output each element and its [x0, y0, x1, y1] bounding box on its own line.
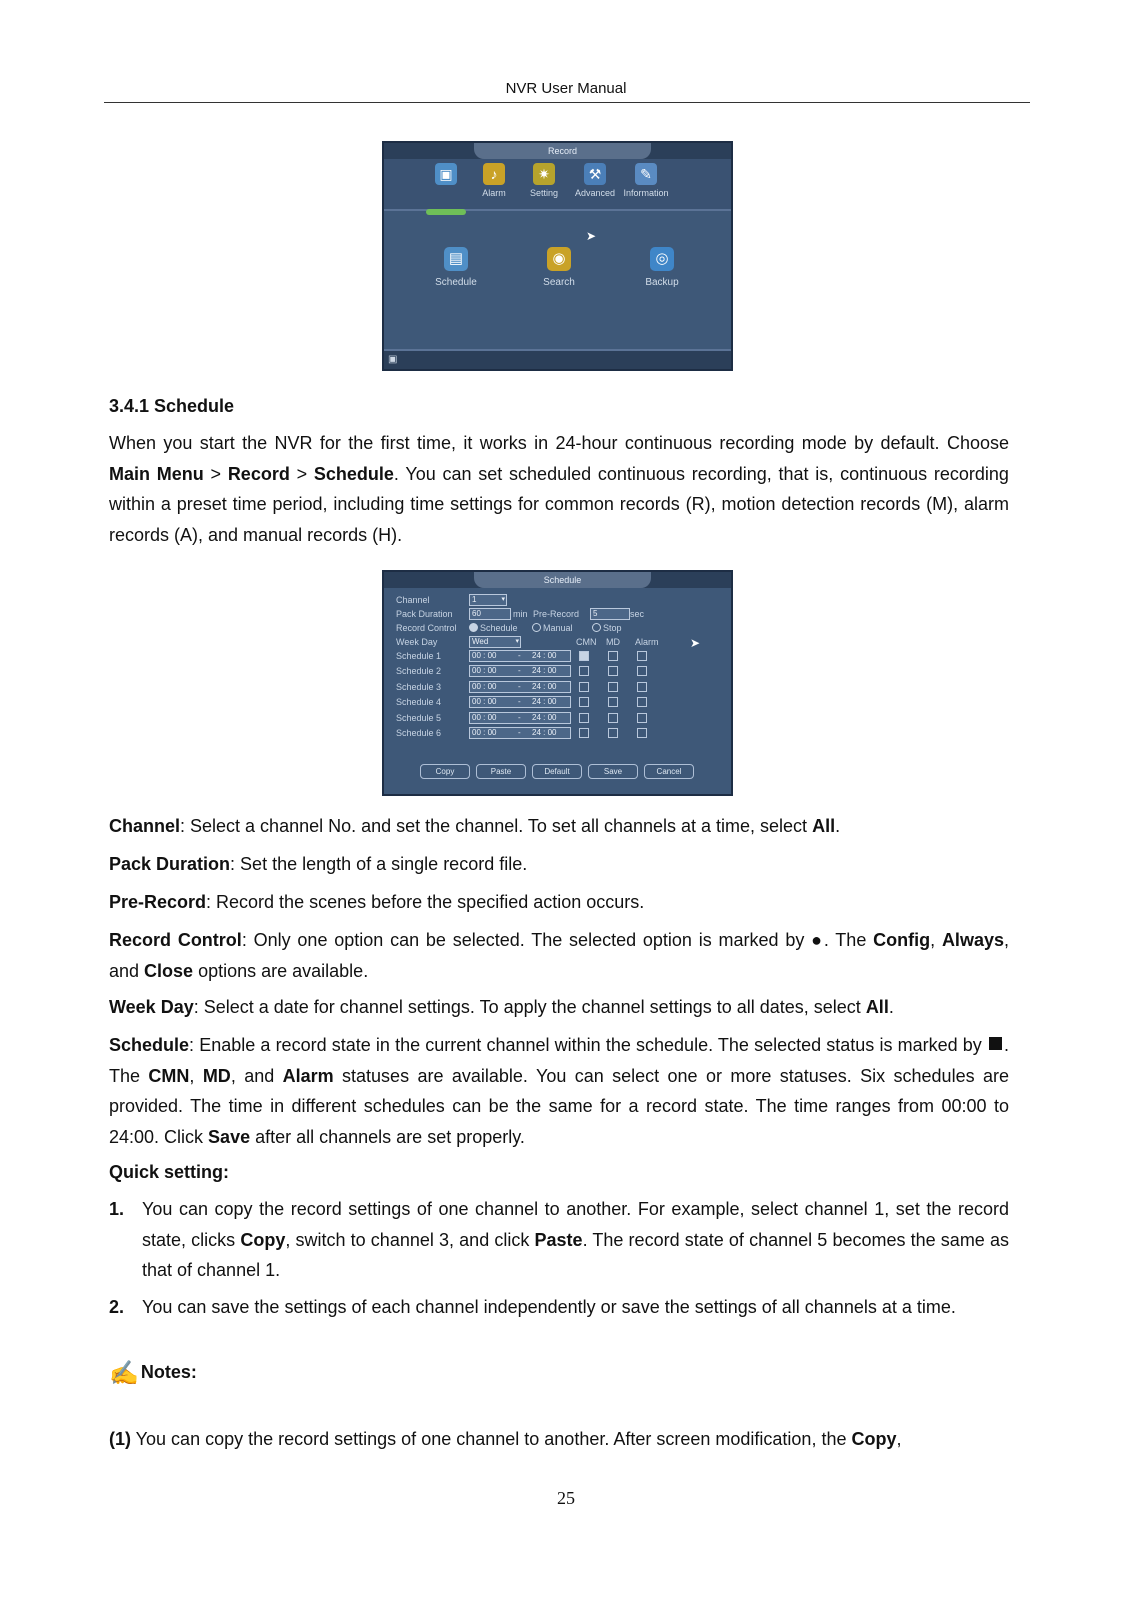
time-part: - — [518, 651, 521, 660]
term: Copy — [851, 1429, 897, 1449]
status-checkbox[interactable] — [579, 682, 589, 692]
term: Pre-Record — [109, 892, 207, 912]
channel-row — [396, 594, 726, 606]
cancel-button[interactable]: Cancel — [644, 764, 694, 779]
channel-select[interactable]: 1 ▾ — [469, 594, 507, 606]
radio-icon — [532, 623, 541, 632]
status-checkbox[interactable] — [579, 666, 589, 676]
save-button[interactable]: Save — [588, 764, 638, 779]
list-item — [109, 1194, 1009, 1286]
unit-label: sec — [630, 609, 645, 619]
def-text: options are available. — [193, 960, 369, 981]
status-icon: ▣ — [388, 354, 398, 365]
radio-label: Stop — [603, 623, 622, 633]
list-item — [109, 1292, 1009, 1323]
path-separator: > — [210, 463, 222, 484]
page-number: 25 — [557, 1488, 575, 1508]
notes-heading — [109, 1359, 197, 1388]
punct: , — [930, 930, 936, 950]
record-control-row — [396, 622, 726, 634]
def-text: : Enable a record state in the current channel within the schedule. The selected status is marked by — [189, 1035, 987, 1055]
time-part: - — [518, 697, 521, 707]
time-part: 00 : 00 — [472, 681, 497, 691]
time-part: 24 : 00 — [532, 651, 557, 660]
time-part: 24 : 00 — [532, 712, 557, 722]
alarm-bell-icon: ♪ — [483, 163, 505, 185]
selected-indicator — [426, 209, 466, 215]
search-item[interactable] — [519, 247, 599, 288]
time-part: 00 : 00 — [472, 712, 497, 722]
schedule-row — [396, 681, 726, 693]
header-rule — [104, 102, 1030, 103]
time-range-input[interactable] — [469, 650, 571, 662]
menu-path-record: Record — [227, 463, 290, 484]
schedule-icon: ▤ — [444, 247, 468, 271]
term: Schedule — [109, 1035, 190, 1055]
intro-paragraph — [109, 428, 1009, 550]
radio-schedule[interactable] — [469, 622, 518, 634]
prerecord-input[interactable]: 5 — [590, 608, 630, 620]
section-heading: 3.4.1 Schedule — [109, 396, 235, 416]
time-part: 24 : 00 — [532, 728, 557, 737]
def-pack-duration — [109, 849, 1009, 880]
time-part: - — [518, 712, 521, 722]
title-bar — [384, 143, 731, 159]
path-separator: > — [296, 463, 308, 484]
term: All — [812, 816, 836, 836]
def-text: : Only one option can be selected. The selected option is marked by ●. The — [241, 930, 874, 950]
term: All — [865, 997, 889, 1017]
def-text: statuses are available. You can select one or more statuses. Six schedules are provided. The time in different schedules can be the same for a record state. The time ranges from 00:00 to 24:00. Click — [109, 1065, 1009, 1147]
term: Alarm — [282, 1065, 334, 1086]
weekday-row — [396, 636, 726, 648]
record-menu-screenshot — [382, 141, 733, 371]
status-checkbox[interactable] — [637, 713, 647, 723]
term: Always — [941, 930, 1004, 950]
term: Paste — [534, 1229, 583, 1250]
mouse-pointer-icon: ➤ — [690, 636, 701, 650]
schedule-label: Schedule 3 — [396, 681, 442, 692]
term: CMN — [148, 1065, 190, 1086]
time-part: 00 : 00 — [472, 666, 497, 676]
time-range-input[interactable] — [469, 681, 571, 693]
item-label: Search — [543, 277, 575, 288]
pack-row — [396, 608, 726, 620]
term: Config — [873, 930, 931, 950]
selected-square-icon — [989, 1037, 1002, 1050]
pack-duration-input[interactable]: 60 — [469, 608, 511, 620]
default-button[interactable]: Default — [532, 764, 582, 779]
paste-button[interactable]: Paste — [476, 764, 526, 779]
def-text: . The — [109, 1035, 1009, 1086]
status-checkbox[interactable] — [579, 728, 589, 738]
status-checkbox[interactable] — [608, 697, 618, 707]
radio-label: Manual — [543, 623, 573, 633]
def-text: after all channels are set properly. — [250, 1126, 525, 1147]
punct: , — [189, 1065, 195, 1086]
toolbar-information[interactable] — [616, 163, 676, 198]
def-record-control — [109, 925, 1009, 986]
list-number: 2. — [109, 1297, 125, 1317]
schedule-row — [396, 650, 726, 662]
time-range-input[interactable] — [469, 712, 571, 724]
schedule-row — [396, 665, 726, 677]
status-checkbox[interactable] — [608, 728, 618, 738]
schedule-label: Schedule 1 — [396, 651, 442, 661]
window-title: Record — [474, 143, 651, 159]
list-text — [142, 1194, 1009, 1286]
note-number: (1) — [109, 1429, 131, 1449]
def-week-day — [109, 992, 1009, 1023]
column-header: MD — [606, 637, 620, 647]
status-checkbox[interactable] — [637, 666, 647, 676]
radio-icon — [592, 623, 601, 632]
status-bar — [384, 349, 731, 369]
status-checkbox[interactable] — [637, 651, 647, 661]
field-label: Pack Duration — [396, 609, 453, 619]
time-part: - — [518, 728, 521, 737]
running-header: NVR User Manual — [505, 80, 627, 97]
field-label: Channel — [396, 595, 430, 605]
time-part: 24 : 00 — [532, 666, 557, 676]
time-part: 24 : 00 — [532, 681, 557, 691]
schedule-row — [396, 696, 726, 708]
def-text: You can copy the record settings of one channel to another. For example, select channel 1, set the record state, clicks — [142, 1199, 1009, 1250]
def-pre-record — [109, 887, 1009, 918]
status-checkbox[interactable] — [608, 651, 618, 661]
status-checkbox[interactable] — [579, 651, 589, 661]
title-bar — [384, 572, 731, 588]
def-text: , and — [230, 1065, 283, 1086]
term: MD — [202, 1065, 231, 1086]
note-1 — [109, 1424, 1009, 1455]
intro-line: When you start the NVR for the first time, it works in 24-hour continuous recording mode by default. — [109, 433, 940, 453]
radio-selected-icon — [469, 623, 478, 632]
punct: . — [888, 997, 894, 1017]
term: Save — [208, 1126, 251, 1147]
radio-manual[interactable] — [532, 622, 573, 634]
schedule-row — [396, 727, 726, 739]
copy-button[interactable]: Copy — [420, 764, 470, 779]
mouse-pointer-icon: ➤ — [586, 229, 597, 243]
term: Close — [144, 960, 194, 981]
term: Channel — [109, 816, 181, 836]
column-header: CMN — [576, 637, 597, 647]
radio-label: Schedule — [480, 623, 518, 633]
status-checkbox[interactable] — [608, 666, 618, 676]
window-title: Schedule — [474, 572, 651, 588]
def-text: , and — [109, 930, 1009, 981]
record-toolbar — [384, 159, 731, 211]
time-range-input[interactable] — [469, 665, 571, 677]
term: Copy — [240, 1229, 286, 1250]
search-icon: ◉ — [547, 247, 571, 271]
toolbar-label: Alarm — [482, 188, 506, 198]
def-text: : Set the length of a single record file. — [230, 854, 528, 874]
schedule-label: Schedule 4 — [396, 697, 442, 708]
schedule-row — [396, 712, 726, 724]
schedule-item[interactable] — [416, 247, 496, 288]
time-part: 24 : 00 — [532, 697, 557, 707]
status-checkbox[interactable] — [579, 697, 589, 707]
unit-label: min — [513, 609, 528, 619]
item-label: Backup — [645, 277, 679, 288]
list-text: You can save the settings of each channel independently or save the settings of all channels at a time. — [142, 1297, 956, 1317]
writing-hand-icon: ✍ — [109, 1360, 139, 1387]
schedule-screenshot — [382, 570, 733, 796]
radio-stop[interactable] — [592, 622, 622, 634]
time-part: 00 : 00 — [472, 697, 497, 707]
status-checkbox[interactable] — [637, 728, 647, 738]
information-icon: ✎ — [635, 163, 657, 185]
list-number: 1. — [109, 1199, 125, 1219]
intro-text: Choose — [946, 433, 1009, 453]
quick-setting-heading: Quick setting: — [109, 1162, 230, 1182]
punct: . — [835, 816, 841, 836]
status-checkbox[interactable] — [608, 682, 618, 692]
toolbar-label: Setting — [529, 188, 559, 198]
def-text: . The record state of channel 5 becomes the same as that of channel 1. — [142, 1229, 1009, 1280]
time-range-input[interactable] — [469, 696, 571, 708]
time-part: - — [518, 681, 521, 691]
punct: , — [896, 1429, 902, 1449]
schedule-label: Schedule 6 — [396, 728, 442, 738]
def-schedule — [109, 1030, 1009, 1152]
def-channel — [109, 811, 1009, 842]
field-label: Record Control — [396, 623, 457, 633]
status-checkbox[interactable] — [579, 713, 589, 723]
advanced-icon: ⚒ — [584, 163, 606, 185]
field-label: Week Day — [396, 637, 438, 647]
record-icon: ▣ — [435, 163, 457, 185]
term: Week Day — [109, 997, 194, 1017]
time-part: 00 : 00 — [472, 728, 497, 737]
weekday-select[interactable]: Wed ▾ — [469, 636, 521, 648]
notes-label: Notes: — [140, 1362, 197, 1382]
term: Pack Duration — [109, 854, 231, 874]
item-label: Schedule — [435, 277, 477, 288]
status-checkbox[interactable] — [637, 697, 647, 707]
def-text: : Select a channel No. and set the channel. To set all channels at a time, select — [180, 816, 813, 836]
toolbar-label: Advanced — [574, 188, 616, 198]
time-range-input[interactable] — [469, 727, 571, 739]
def-text: : Record the scenes before the specified action occurs. — [206, 892, 645, 912]
schedule-label: Schedule 2 — [396, 666, 442, 677]
def-text: You can copy the record settings of one channel to another. After screen modification, the — [131, 1429, 852, 1449]
schedule-label: Schedule 5 — [396, 712, 442, 723]
def-text: : Select a date for channel settings. To apply the channel settings to all dates, select — [193, 997, 866, 1017]
backup-item[interactable] — [622, 247, 702, 288]
setting-gear-icon: ✷ — [533, 163, 555, 185]
intro-text: . You can set scheduled continuous recording, that is, continuous recording within a preset time period, including time settings for common records (R), motion detection records (M), alarm records (A), and manual records (H). — [109, 463, 1009, 545]
column-header: Alarm — [635, 637, 659, 647]
backup-icon: ◎ — [650, 247, 674, 271]
term: Record Control — [109, 930, 242, 950]
time-part: 00 : 00 — [472, 651, 497, 660]
menu-path-schedule: Schedule — [313, 463, 394, 484]
status-checkbox[interactable] — [608, 713, 618, 723]
menu-path-main: Main Menu — [109, 463, 204, 484]
status-checkbox[interactable] — [637, 682, 647, 692]
toolbar-label: Information — [623, 188, 669, 198]
time-part: - — [518, 666, 521, 676]
def-text: , switch to channel 3, and click — [285, 1229, 535, 1250]
field-label: Pre-Record — [533, 609, 580, 619]
